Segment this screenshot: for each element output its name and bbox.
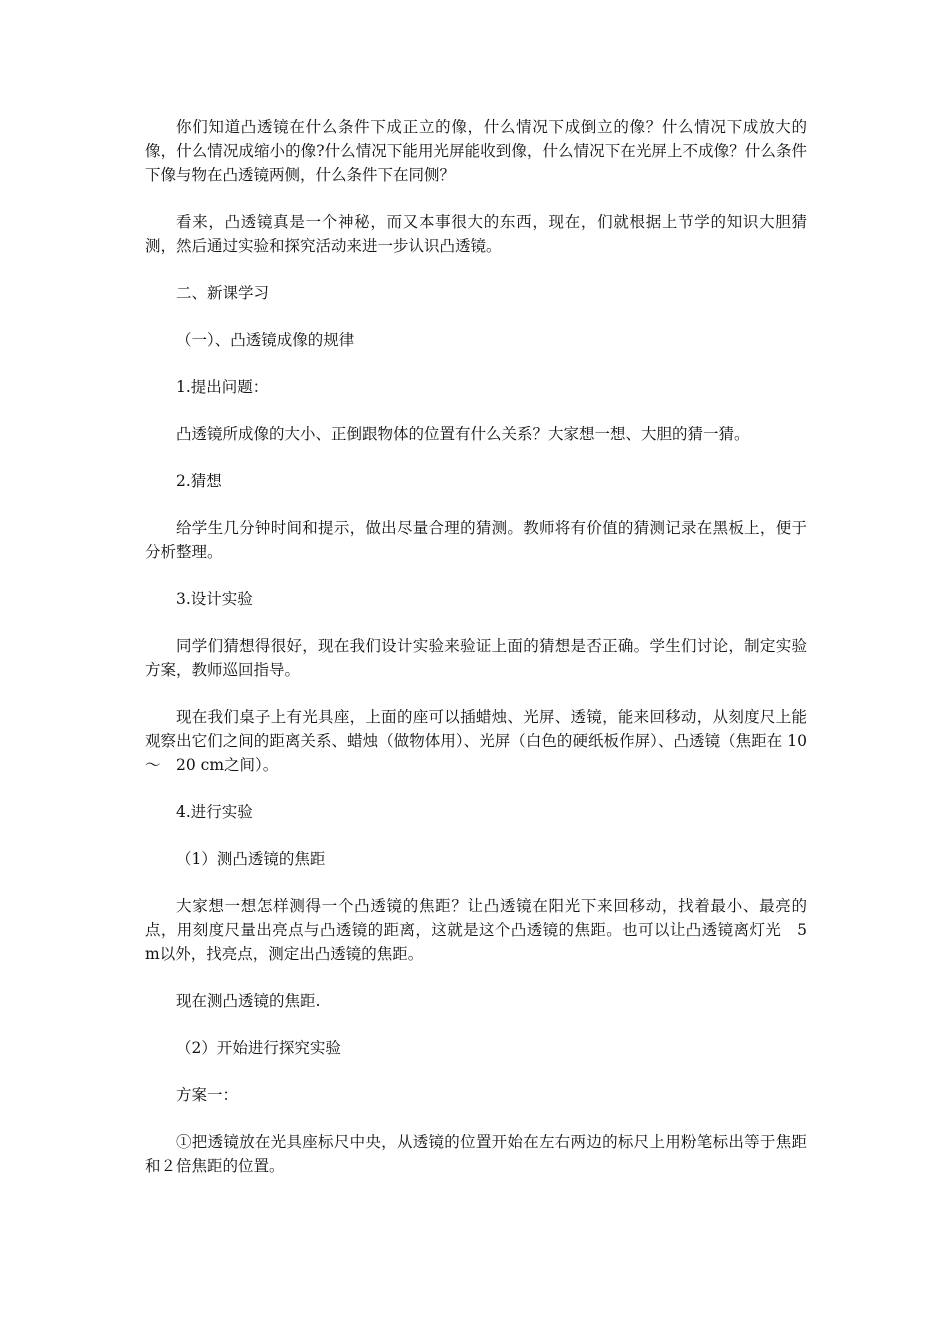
step-heading-do-experiment: 4.进行实验: [176, 803, 253, 821]
subsection-heading-imaging-rules: （一）、凸透镜成像的规律: [176, 331, 355, 349]
section-heading-new-lesson: 二、新课学习: [176, 284, 270, 302]
plan-heading-one: 方案一：: [176, 1086, 239, 1104]
paragraph-guess: 给学生几分钟时间和提示，做出尽量合理的猜测。教师将有价值的猜测记录在黑板上，便于分析整理。: [145, 519, 807, 561]
paragraph-design: 同学们猜想得很好，现在我们设计实验来验证上面的猜想是否正确。学生们讨论，制定实验方案，教师巡回指导。: [145, 637, 807, 679]
paragraph-intro-guess: 看来，凸透镜真是一个神秘，而又本事很大的东西，现在，们就根据上节学的知识大胆猜测，然后通过实验和探究活动来进一步认识凸透镜。: [145, 213, 807, 255]
step-heading-guess: 2.猜想: [176, 472, 222, 490]
step-heading-ask-question: 1.提出问题：: [176, 378, 269, 396]
substep-heading-explore: （2）开始进行探究实验: [176, 1039, 341, 1057]
step-heading-design-experiment: 3.设计实验: [176, 590, 253, 608]
document-body: [145, 115, 807, 1178]
paragraph-plan-step-one: ①把透镜放在光具座标尺中央，从透镜的位置开始在左右两边的标尺上用粉笔标出等于焦距和２倍焦距的位置。: [145, 1133, 807, 1175]
paragraph-intro-questions: 你们知道凸透镜在什么条件下成正立的像，什么情况下成倒立的像？什么情况下成放大的像，什么情况成缩小的像?什么情况下能用光屏能收到像，什么情况下在光屏上不成像？什么条件下像与物在凸透镜两侧，什么条件下在同侧？: [145, 118, 807, 184]
substep-heading-focal-length: （1）测凸透镜的焦距: [176, 850, 326, 868]
paragraph-question: 凸透镜所成像的大小、正倒跟物体的位置有什么关系？大家想一想、大胆的猜一猜。: [176, 425, 750, 443]
paragraph-focal-length-method: 大家想一想怎样测得一个凸透镜的焦距？让凸透镜在阳光下来回移动，找着最小、最亮的点，用刻度尺量出亮点与凸透镜的距离，这就是这个凸透镜的焦距。也可以让凸透镜离灯光 5 m以外，找亮点，测定出凸透镜的焦距。: [145, 897, 807, 963]
paragraph-equipment: 现在我们桌子上有光具座，上面的座可以插蜡烛、光屏、透镜，能来回移动，从刻度尺上能观察出它们之间的距离关系、蜡烛（做物体用）、光屏（白色的硬纸板作屏）、凸透镜（焦距在 10～ 20 cm之间）。: [145, 708, 807, 774]
paragraph-measure-now: 现在测凸透镜的焦距.: [176, 992, 321, 1010]
